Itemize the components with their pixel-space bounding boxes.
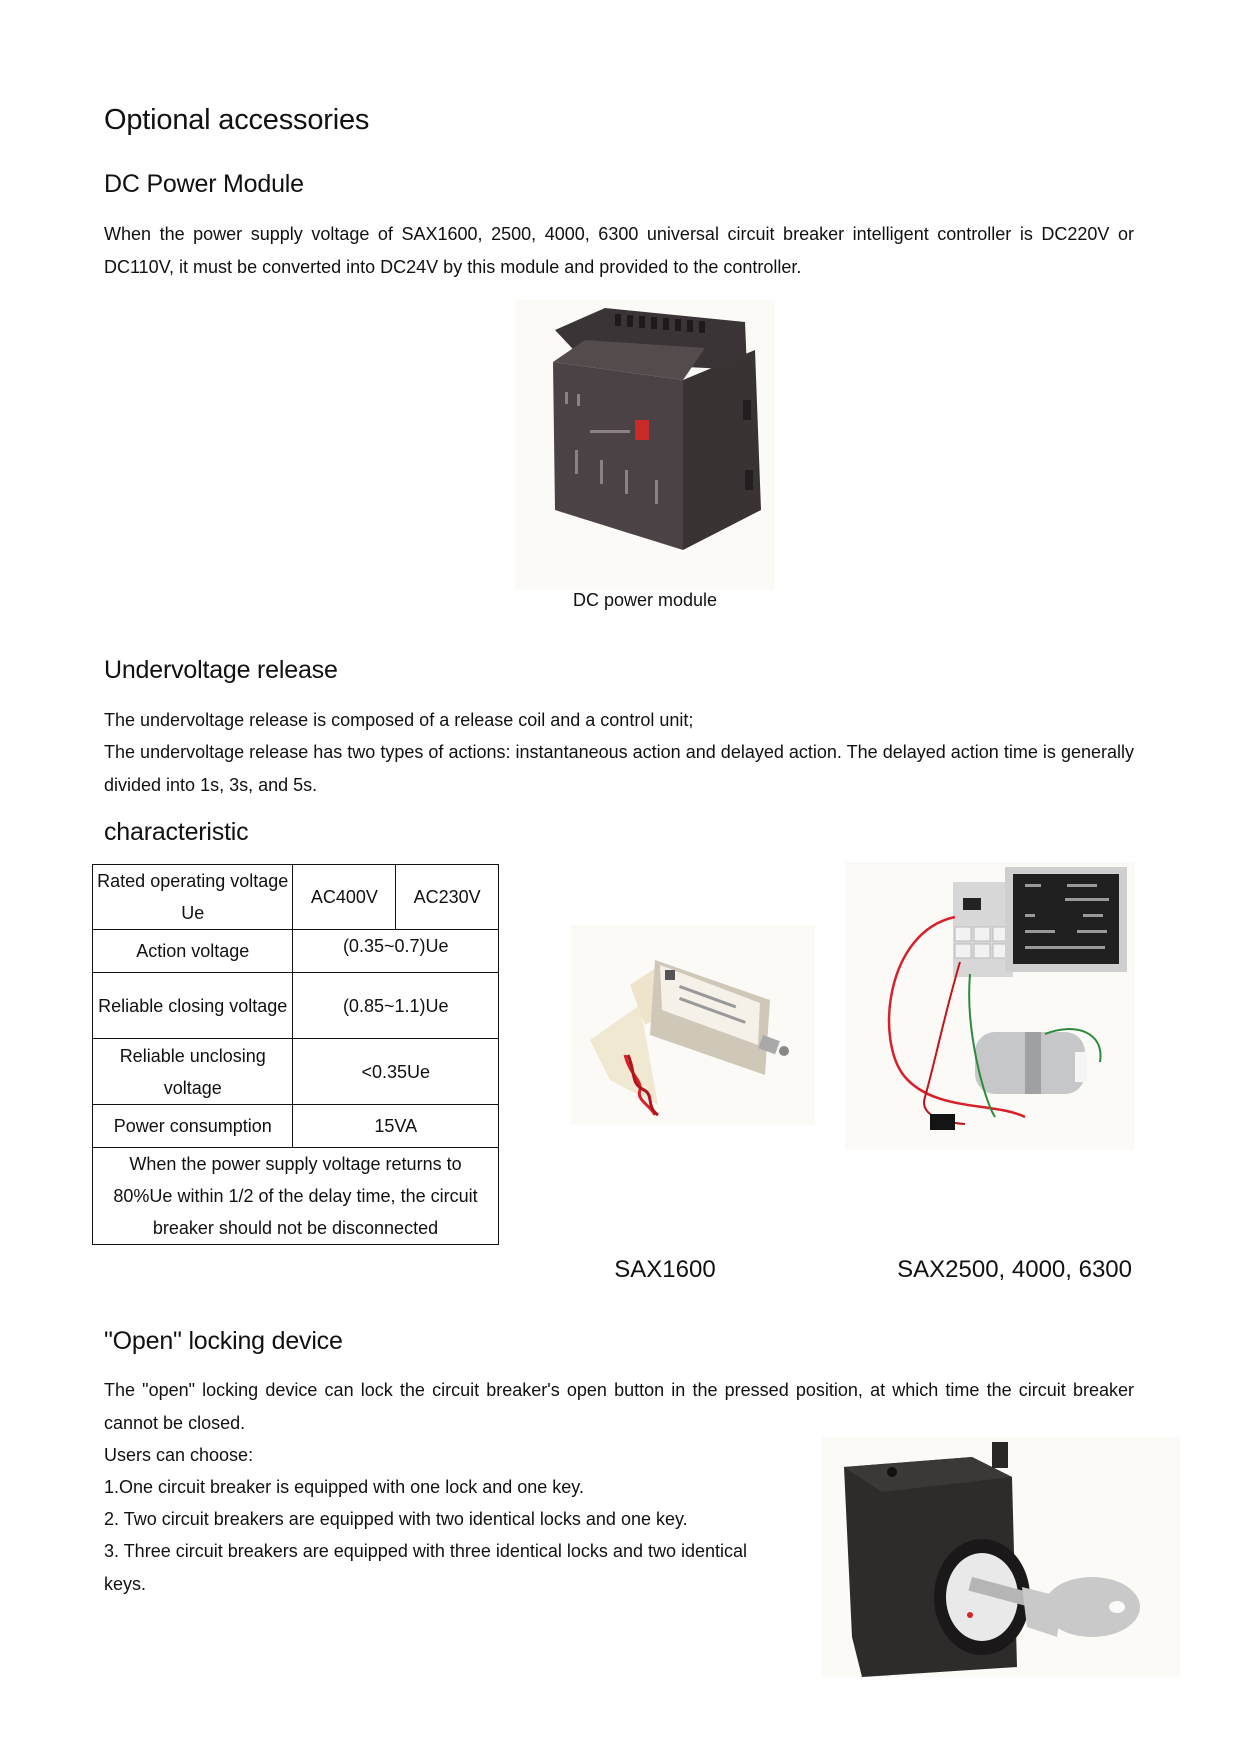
table-row: [93, 1148, 499, 1245]
section-heading-dc-power-module: DC Power Module: [104, 170, 304, 198]
brand-logo: [635, 420, 649, 440]
dc-power-module-illustration: [515, 300, 775, 590]
sax1600-undervoltage-release-image: [570, 925, 815, 1125]
users-can-choose-label: Users can choose:: [104, 1445, 254, 1465]
table-note: When the power supply voltage returns to 80%Ue within 1/2 of the delay time, the circuit breaker should not be disconnected: [93, 1148, 499, 1245]
characteristic-table: [92, 864, 499, 1245]
table-cell-label: Action voltage: [93, 930, 293, 973]
undervoltage-release-line1: The undervoltage release is composed of a release coil and a control unit;: [104, 710, 694, 730]
sax1600-illustration: [570, 925, 815, 1125]
table-cell-value: 15VA: [293, 1105, 499, 1148]
dc-power-module-description: When the power supply voltage of SAX1600, 2500, 4000, 6300 universal circuit breaker intelligent controller is DC220V or DC110V, it must be converted into DC24V by this module and provided to the controller.: [104, 224, 1134, 277]
option-item: 3. Three circuit breakers are equipped with three identical locks and two identical keys.: [104, 1541, 748, 1594]
table-cell-value: (0.85~1.1)Ue: [293, 973, 499, 1039]
table-row: [93, 930, 499, 973]
table-cell-label: Rated operating voltage Ue: [93, 865, 293, 930]
sax2500-illustration: [845, 862, 1135, 1150]
lock-illustration: [822, 1437, 1180, 1677]
table-cell-value: (0.35~0.7)Ue: [293, 930, 499, 973]
option-item: 2. Two circuit breakers are equipped with two identical locks and one key.: [104, 1509, 688, 1529]
sax2500-4000-6300-caption: SAX2500, 4000, 6300: [897, 1256, 1132, 1283]
option-item: 1.One circuit breaker is equipped with one lock and one key.: [104, 1477, 584, 1497]
table-cell-value: AC230V: [396, 865, 499, 930]
dc-power-module-caption: DC power module: [572, 590, 718, 610]
characteristic-heading: characteristic: [104, 818, 249, 846]
table-row: [93, 865, 499, 930]
dc-power-module-image: [515, 300, 775, 590]
table-cell-value: AC400V: [293, 865, 396, 930]
table-row: [93, 973, 499, 1039]
table-cell-label: Reliable unclosing voltage: [93, 1039, 293, 1105]
sax1600-caption: SAX1600: [614, 1256, 716, 1283]
table-row: [93, 1105, 499, 1148]
table-cell-label: Power consumption: [93, 1105, 293, 1148]
sax2500-4000-6300-undervoltage-release-image: [845, 862, 1135, 1150]
section-heading-undervoltage-release: Undervoltage release: [104, 656, 338, 684]
table-cell-value: <0.35Ue: [293, 1039, 499, 1105]
table-cell-label: Reliable closing voltage: [93, 973, 293, 1039]
page-title: Optional accessories: [104, 104, 370, 136]
undervoltage-release-line2: The undervoltage release has two types of actions: instantaneous action and delayed action. The delayed action time is generally divided into 1s, 3s, and 5s.: [104, 742, 1134, 795]
table-row: [93, 1039, 499, 1105]
open-locking-device-image: [822, 1437, 1180, 1677]
open-locking-device-description: The "open" locking device can lock the circuit breaker's open button in the pressed position, at which time the circuit breaker cannot be closed.: [104, 1380, 1134, 1433]
section-heading-open-locking-device: "Open" locking device: [104, 1327, 343, 1355]
